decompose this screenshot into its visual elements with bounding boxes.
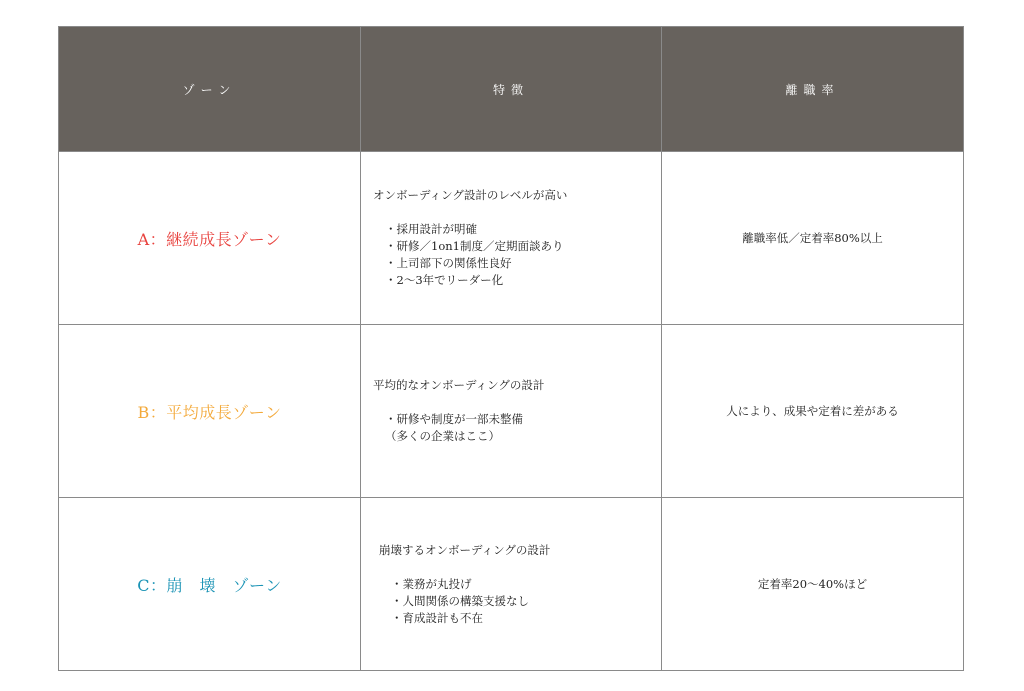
table-row-zone-a — [59, 152, 964, 325]
table-row-zone-b — [59, 325, 964, 498]
zone-a-turnover: 離職率低／定着率80%以上 — [662, 152, 964, 325]
list-item: ・上司部下の関係性良好 — [385, 256, 512, 270]
list-item: ・業務が丸投げ — [391, 576, 472, 591]
list-item: ・研修や制度が一部未整備 — [385, 412, 523, 426]
list-item: ・2〜3年でリーダー化 — [385, 273, 504, 287]
table-header-row — [59, 27, 964, 152]
zone-a-name: A：継続成長ゾーン — [59, 152, 361, 325]
zone-c-feature-list — [379, 576, 661, 627]
zone-b-name: B：平均成長ゾーン — [59, 325, 361, 498]
list-item: ・採用設計が明確 — [385, 222, 477, 236]
zone-a-features — [361, 152, 662, 325]
header-turnover: 離職率 — [662, 27, 964, 152]
zone-b-turnover: 人により、成果や定着に差がある — [662, 325, 964, 498]
list-item: ・人間関係の構築支援なし — [391, 593, 529, 608]
list-item: ・育成設計も不在 — [391, 610, 483, 625]
list-item: ・研修／1on1制度／定期面談あり — [385, 239, 564, 253]
table-row-zone-c — [59, 498, 964, 671]
list-item: （多くの企業はここ） — [385, 429, 500, 443]
zone-c-features — [361, 498, 662, 671]
zone-c-turnover: 定着率20〜40%ほど — [662, 498, 964, 671]
zone-b-features — [361, 325, 662, 498]
zone-comparison-table — [58, 26, 964, 671]
zone-c-feature-title: 崩壊するオンボーディングの設計 — [379, 542, 551, 557]
zone-b-feature-list — [373, 411, 661, 445]
header-features: 特徴 — [361, 27, 662, 152]
header-zone: ゾーン — [59, 27, 361, 152]
zone-b-feature-title: 平均的なオンボーディングの設計 — [373, 378, 545, 392]
zone-a-feature-title: オンボーディング設計のレベルが高い — [373, 188, 568, 202]
zone-a-feature-list — [373, 221, 661, 289]
zone-c-name: C：崩 壊 ゾーン — [59, 498, 361, 671]
